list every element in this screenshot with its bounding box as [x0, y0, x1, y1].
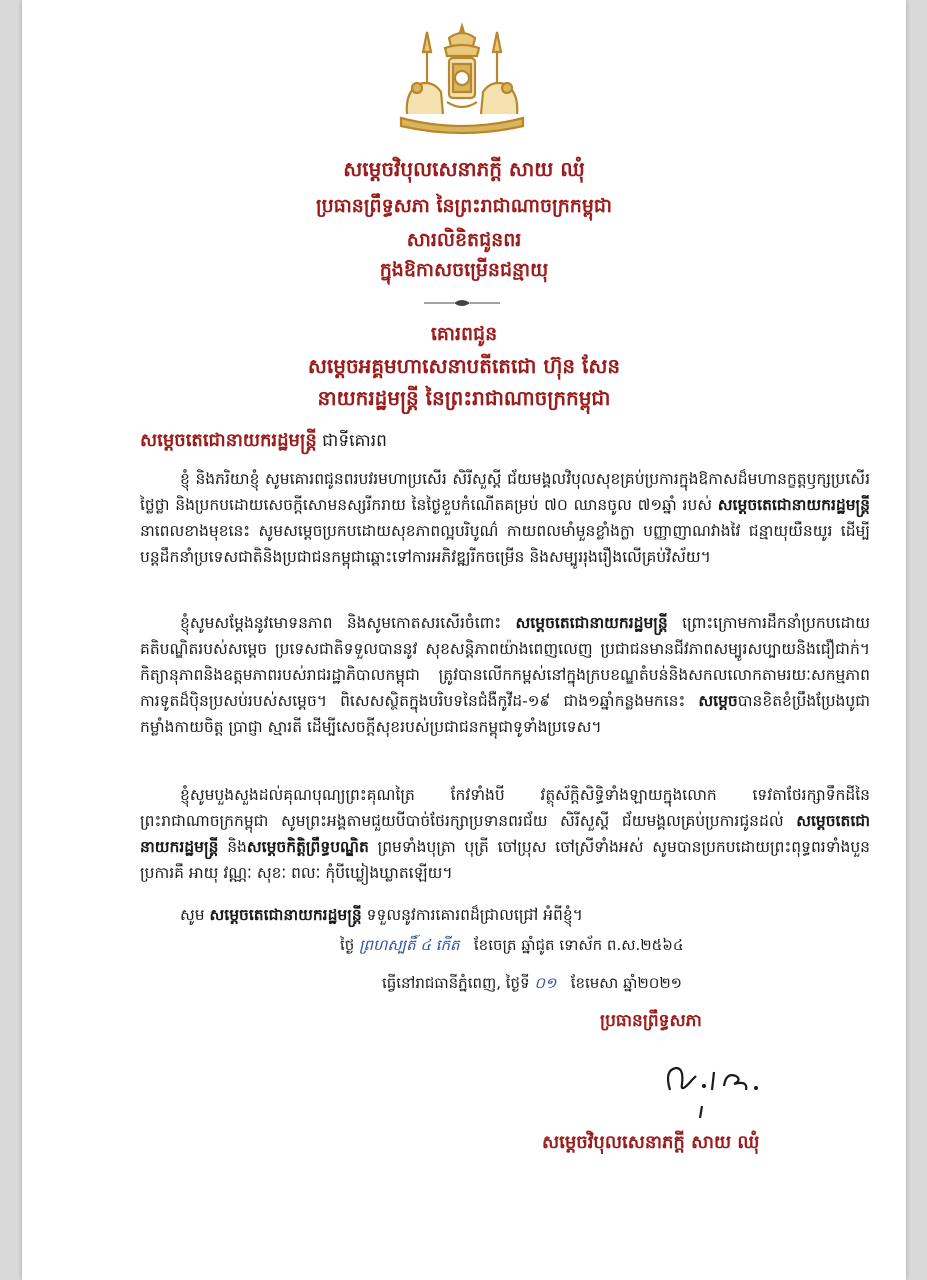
document-type: សារលិខិតជូនពរ	[406, 229, 522, 251]
salutation-name: សម្តេចតេជោនាយករដ្ឋមន្ត្រី	[140, 430, 317, 451]
p3-honorific-wife: សម្តេចកិត្តិព្រឹទ្ធបណ្ឌិត	[246, 838, 369, 856]
lunar-prefix: ថ្ងៃ	[340, 936, 355, 954]
recipient-title: នាយករដ្ឋមន្ត្រី នៃព្រះរាជាណាចក្រកម្ពុជា	[317, 386, 611, 410]
p2-honorific: សម្តេចតេជោនាយករដ្ឋមន្ត្រី	[515, 614, 668, 632]
royal-coat-of-arms-emblem	[387, 22, 537, 142]
salutation-suffix: ជាទីគោរព	[316, 431, 387, 451]
paragraph-3	[140, 782, 870, 886]
p3-text-e: ព្រមទាំងបុត្រា បុត្រី ចៅប្រុស ចៅស្រីទាំងអស់ សូមបានប្រកបដោយព្រះពុទ្ធពរទាំងបួនប្រការគឺ អាយុ វណ្ណៈ សុខៈ ពលៈ កុំបីឃ្លៀងឃ្លាតឡើយ។	[140, 838, 871, 882]
p1-text-c: នាពេលខាងមុខនេះ សូមសម្តេចប្រកបដោយសុខភាពល្អបរិបូណ៌ កាយពលមាំមួនខ្លាំងក្លា បញ្ញាញាណវាងវៃ ជន្មាយុយឺនយូរ ដើម្បីបន្តដឹកនាំប្រទេសជាតិនិងប្រជាជនកម្ពុជាឆ្ពោះទៅការអភិវឌ្ឍរីកចម្រើន និងសម្បូររុងរឿងលើគ្រប់វិស័យ។	[140, 522, 870, 566]
occasion-line: ក្នុងឱកាសចម្រើនជន្មាយុ	[379, 259, 549, 281]
signatory-title	[600, 1010, 702, 1035]
p2-text-a: ខ្ញុំសូមសម្តែងនូវមោទនភាព និងសូមកោតសរសើរចំពោះ	[180, 614, 516, 632]
recipient-name: សម្តេចអគ្គមហាសេនាបតីតេជោ ហ៊ុន សែន	[307, 354, 621, 378]
p3-text-c: និង	[218, 838, 247, 856]
paragraph-2	[140, 610, 870, 740]
handwritten-signature	[662, 1050, 782, 1120]
sender-name: សម្តេចវិបុលសេនាភក្តី សាយ ឈុំ	[343, 157, 585, 181]
lunar-date	[340, 936, 684, 958]
p1-honorific: សម្តេចតេជោនាយករដ្ឋមន្ត្រី	[717, 496, 870, 514]
month-year: ខែមេសា ឆ្នាំ២០២១	[570, 974, 683, 992]
recipient-greeting: គោរពជូន	[430, 323, 498, 345]
p2-text-c: ព្រោះក្រោមការដឹកនាំប្រកបដោយគតិបណ្ឌិតរបស់សម្តេច ប្រទេសជាតិទទួលបាននូវ សុខសន្តិភាពយ៉ាងពេញលេញ ប្រជាជនមានជីវភាពសម្បូរសប្បាយនិងជឿជាក់។ កិត្យានុភាពនិងឧត្តមភាពរបស់រាជរដ្ឋាភិបាលកម្ពុជា ត្រូវបានលើកកម្ពស់នៅក្នុងក្របខណ្ឌតំបន់និងសកលលោកតាមរយៈសកម្មភាពការទូតដ៏ប៉ិនប្រសប់របស់សម្តេច។ ពិសេសស្ថិតក្នុងបរិបទនៃជំងឺកូវីដ-១៩ ជាង១ឆ្នាំកន្លងមកនេះ	[140, 614, 870, 710]
closing-text-a: សូម	[180, 906, 210, 924]
closing-line	[140, 902, 870, 928]
sender-title: ប្រធានព្រឹទ្ធសភា នៃព្រះរាជាណាចក្រកម្ពុជា	[316, 195, 612, 217]
ornamental-divider	[424, 298, 500, 308]
letter-page	[22, 0, 906, 1280]
signatory-title-text: ប្រធានព្រឹទ្ធសភា	[600, 1011, 702, 1031]
p3-text-a: ខ្ញុំសូមបួងសួងដល់គុណបុណ្យព្រះគុណត្រៃ កែវទាំងបី វត្ថុស័ក្តិសិទ្ធិទាំងឡាយក្នុងលោក ទេវតាថែរក្សាទឹកដីនៃព្រះរាជាណាចក្រកម្ពុជា សូមព្រះអង្គតាមជួយបីបាច់ថែរក្សាប្រទានពរជ័យ សិរីសួស្តី ជ័យមង្គលគ្រប់ប្រការជូនដល់	[140, 786, 870, 830]
paragraph-1	[140, 466, 870, 570]
lunar-handwritten: ព្រហស្បតិ៍ ៤ កើត	[359, 936, 460, 954]
signer-name: សម្តេចវិបុលសេនាភក្តី សាយ ឈុំ	[542, 1132, 760, 1153]
day-handwritten: ០១	[534, 974, 557, 992]
place-date	[382, 974, 682, 996]
closing-text-c: ទទួលនូវការគោរពដ៏ជ្រាលជ្រៅ អំពីខ្ញុំ។	[361, 906, 583, 924]
p1-text-a: ខ្ញុំ និងភរិយាខ្ញុំ សូមគោរពជូនពរបវរមហាប្រសើរ សិរីសួស្តី ជ័យមង្គលវិបុលសុខគ្រប់ប្រការក្នុងឱកាសដ៏មហានក្ខត្តឫក្សប្រសើរថ្លៃថ្លា និងប្រកបដោយសេចក្តីសោមនស្សរីករាយ នៃថ្ងៃខួបកំណើតគម្រប់ ៧០ ឈានចូល ៧១ឆ្នាំ របស់	[140, 470, 870, 514]
salutation	[140, 428, 387, 455]
place-prefix: ធ្វើនៅរាជធានីភ្នំពេញ, ថ្ងៃទី	[382, 974, 530, 992]
p3-honorific: សម្តេចតេជោនាយករដ្ឋមន្ត្រី	[140, 812, 870, 856]
p2-text-e: បានខិតខំប្រឹងប្រែងបូជាកម្លាំងកាយចិត្ត ប្រាជ្ញា ស្មារតី ដើម្បីសេចក្តីសុខរបស់ប្រជាជនកម្ពុជាទូទាំងប្រទេស។	[140, 692, 870, 736]
lunar-suffix: ខែចេត្រ ឆ្នាំជូត ទោស័ក ព.ស.២៥៦៤	[473, 936, 684, 954]
p2-honorific-short: សម្តេច	[698, 692, 738, 710]
closing-honorific: សម្តេចតេជោនាយករដ្ឋមន្ត្រី	[209, 906, 362, 924]
